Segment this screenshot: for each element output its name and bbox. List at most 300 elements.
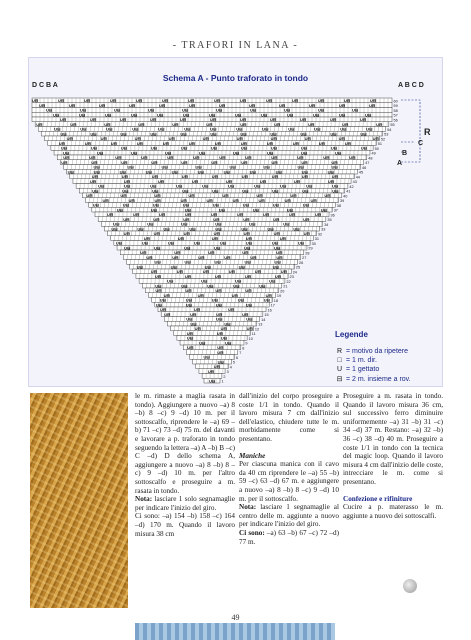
stitch-symbol: U⊟: [270, 131, 277, 137]
stitch-symbol: U⊟: [181, 174, 189, 180]
chart-row: [89, 203, 341, 208]
stitch-symbol: U⊟: [266, 140, 274, 146]
chart-row: [82, 193, 347, 198]
stitch-symbol: U⊟: [162, 98, 169, 104]
chart-row-cells: [174, 331, 251, 336]
stitch-symbol: U⊟: [276, 250, 283, 256]
stitch-symbol: U⊟: [301, 159, 308, 165]
stitch-symbol: U⊟: [121, 174, 129, 180]
stitch-symbol: U⊟: [191, 178, 199, 184]
stitch-symbol: U⊟: [360, 131, 367, 137]
stitch-symbol: U⊟: [288, 126, 295, 132]
stitch-symbol: U⊟: [270, 145, 278, 151]
stitch-symbol: U⊟: [215, 226, 222, 232]
row-number: 30: [311, 241, 316, 246]
heading-confezione: Confezione e rifiniture: [343, 494, 413, 503]
stitch-symbol: U⊟: [352, 107, 359, 113]
stitch-symbol: U⊟: [331, 164, 338, 170]
stitch-symbol: U⊟: [330, 117, 337, 123]
stitch-symbol: U⊟: [63, 155, 70, 161]
stitch-symbol: U⊟: [250, 254, 257, 260]
stitch-symbol: U⊟: [153, 231, 160, 237]
stitch-symbol: U⊟: [190, 321, 197, 327]
bottom-swatch-photo: [135, 623, 335, 640]
row-number: 9: [245, 341, 248, 346]
stitch-symbol: U⊟: [318, 98, 325, 104]
stitch-symbol: U⊟: [131, 112, 138, 118]
stitch-symbol: U⊟: [244, 259, 251, 265]
stitch-symbol: U⊟: [202, 136, 209, 142]
stitch-symbol: U⊟: [158, 126, 165, 132]
stitch-symbol: U⊟: [181, 221, 188, 227]
chart-row: [41, 131, 388, 136]
stitch-symbol: U⊟: [138, 121, 145, 127]
stitch-symbol: U⊟: [215, 288, 222, 294]
stitch-symbol: U⊟: [303, 216, 310, 222]
row-number: 59: [393, 104, 398, 108]
stitch-symbol: U⊟: [187, 345, 194, 351]
stitch-symbol: U⊟: [154, 273, 162, 279]
stitch-symbol: U⊟: [217, 345, 224, 351]
stitch-symbol: U⊟: [163, 226, 170, 232]
stitch-symbol: U⊟: [185, 297, 192, 303]
stitch-symbol: U⊟: [162, 140, 170, 146]
stitch-symbol: U⊟: [222, 193, 229, 199]
stitch-symbol: U⊟: [293, 178, 301, 184]
stitch-symbol: U⊟: [293, 226, 300, 232]
stitch-symbol: U⊟: [211, 212, 218, 218]
stitch-symbol: U⊟: [338, 136, 345, 142]
stitch-symbol: U⊟: [323, 155, 330, 161]
stitch-symbol: U⊟: [240, 98, 247, 104]
stitch-symbol: U⊟: [150, 269, 158, 275]
stitch-symbol: U⊟: [263, 164, 270, 170]
stitch-symbol: U⊟: [215, 302, 223, 308]
stitch-symbol: U⊟: [212, 202, 219, 208]
text-column-3: Proseguire a m. rasata in tondo. Quando il lavoro misura 36 cm, sul successivo ferro diminuire uniformemente –a) 31 –b) 31 –c) 34 –d) 37 m. Restano: –a) 32 –b) 36 –c) 38 –d) 40 m. Proseguire a coste 1/1 in tondo con la tecnica del magic loop. Quando il lavoro misura 4 cm dall'inizio delle coste, intrecciare le m. come si presentano. Confezione e rifiniture Cucire a p. materasso le m. aggiunte a nuovo dei sottoscalfi.: [343, 392, 443, 520]
row-number: 42: [349, 184, 354, 189]
stitch-symbol: U⊟: [249, 169, 256, 175]
stitch-symbol: U⊟: [60, 145, 68, 151]
row-number: 44: [355, 175, 360, 180]
stitch-symbol: U⊟: [186, 330, 194, 336]
stitch-symbol: U⊟: [265, 292, 272, 298]
stitch-symbol: U⊟: [86, 193, 93, 199]
chart-row: [190, 355, 239, 360]
stitch-symbol: U⊟: [186, 335, 194, 341]
stitch-symbol: U⊟: [313, 112, 320, 118]
stitch-symbol: U⊟: [120, 131, 127, 137]
stitch-symbol: U⊟: [123, 178, 131, 184]
stitch-symbol: U⊟: [220, 335, 228, 341]
stitch-symbol: U⊟: [344, 140, 352, 146]
stitch-symbol: U⊟: [249, 221, 256, 227]
repeat-label: R: [424, 127, 431, 137]
stitch-symbol: U⊟: [376, 121, 383, 127]
stitch-symbol: U⊟: [146, 254, 153, 260]
stitch-symbol: U⊟: [241, 159, 248, 165]
row-number: 19: [276, 294, 282, 298]
stitch-symbol: U⊟: [302, 202, 309, 208]
row-number: 16: [267, 308, 272, 313]
stitch-symbol: U⊟: [150, 117, 157, 123]
stitch-symbol: U⊟: [210, 117, 217, 123]
stitch-symbol: U⊟: [189, 102, 196, 108]
stitch-symbol: U⊟: [159, 102, 166, 108]
stitch-symbol: U⊟: [114, 107, 121, 113]
stitch-symbol: U⊟: [256, 193, 263, 199]
stitch-symbol: U⊟: [60, 117, 67, 123]
stitch-symbol: U⊟: [301, 174, 309, 180]
stitch-symbol: U⊟: [233, 150, 240, 156]
stitch-symbol: U⊟: [306, 183, 313, 189]
chart-row-cells: [45, 136, 380, 141]
stitch-symbol: U⊟: [287, 112, 294, 118]
stitch-symbol: U⊟: [273, 216, 280, 222]
stitch-symbol: U⊟: [284, 107, 291, 113]
stitch-symbol: U⊟: [58, 98, 65, 104]
stitch-symbol: U⊟: [242, 202, 249, 208]
stitch-symbol: U⊟: [263, 297, 270, 303]
stitch-symbol: U⊟: [115, 240, 123, 246]
stitch-symbol: U⊟: [152, 188, 159, 194]
stitch-symbol: U⊟: [182, 202, 189, 208]
stitch-symbol: U⊟: [360, 117, 367, 123]
stitch-symbol: U⊟: [111, 226, 118, 232]
stitch-symbol: U⊟: [32, 98, 39, 104]
stitch-symbol: U⊟: [159, 212, 166, 218]
stitch-symbol: U⊟: [107, 212, 114, 218]
stitch-symbol: U⊟: [214, 259, 221, 265]
stitch-symbol: U⊟: [275, 169, 282, 175]
stitch-symbol: U⊟: [331, 174, 339, 180]
text-column-2: dall'inizio del corpo proseguire a coste 1/1 in tondo. Quando il lavoro misura 7 cm dall'inizio dell'elastico, chiudere tutte le m. morbidamente come si presentano. Maniche Per ciascuna manica con il cavo da 40 cm riprendere le –a) 55 –b) 59 –c) 63 –d) 67 m. e aggiungere a nuovo –a) 8 –b) 8 –c) 9 –d) 10 m. per il sottoscalfo. Nota: lasciare 1 segnamaglie al centro delle m. aggiunte a nuovo per indicare l'inizio del giro. Ci sono: –a) 63 –b) 67 –c) 72 –d) 77 m.: [239, 392, 339, 546]
stitch-symbol: U⊟: [246, 316, 253, 322]
row-number: 8: [242, 346, 245, 351]
stitch-symbol: U⊟: [280, 269, 288, 275]
stitch-symbol: U⊟: [199, 340, 206, 346]
stitch-symbol: U⊟: [194, 326, 201, 332]
stitch-symbol: U⊟: [270, 136, 277, 142]
row-number: 45: [358, 170, 364, 175]
stitch-symbol: U⊟: [286, 207, 294, 213]
stitch-symbol: U⊟: [93, 164, 100, 170]
stitch-symbol: U⊟: [271, 159, 278, 165]
legend-item: ⊟ = 2 m. insieme a rov.: [336, 376, 411, 383]
row-number: 36: [330, 213, 335, 218]
stitch-symbol: U⊟: [145, 169, 152, 175]
stitch-symbol: U⊟: [315, 212, 322, 218]
stitch-symbol: U⊟: [151, 174, 159, 180]
stitch-symbol: U⊟: [225, 340, 232, 346]
stitch-symbol: U⊟: [203, 354, 210, 360]
row-number: 35: [327, 218, 332, 222]
stitch-symbol: U⊟: [330, 145, 338, 151]
legend: [335, 330, 445, 385]
stitch-symbol: U⊟: [53, 112, 60, 118]
stitch-symbol: U⊟: [183, 216, 190, 222]
stitch-symbol: U⊟: [194, 307, 201, 313]
stitch-symbol: U⊟: [331, 159, 338, 165]
stitch-symbol: U⊟: [318, 140, 326, 146]
stitch-symbol: U⊟: [252, 207, 260, 213]
stitch-symbol: U⊟: [261, 112, 268, 118]
stitch-symbol: U⊟: [240, 145, 248, 151]
stitch-symbol: U⊟: [210, 126, 217, 132]
stitch-symbol: U⊟: [92, 202, 99, 208]
stitch-symbol: U⊟: [127, 164, 134, 170]
stitch-symbol: U⊟: [167, 155, 174, 161]
stitch-symbol: U⊟: [224, 321, 231, 327]
stitch-symbol: U⊟: [258, 197, 265, 203]
stitch-symbol: U⊟: [267, 150, 274, 156]
stitch-symbol: U⊟: [235, 112, 242, 118]
page-number: 49: [231, 613, 240, 622]
stitch-symbol: U⊟: [183, 231, 190, 237]
stitch-symbol: U⊟: [266, 98, 273, 104]
text-column-1: le m. rimaste a maglia rasata in tondo). Aggiungere a nuovo –a) 8 –b) 8 –c) 9 –d) 10 m. per il sottoscalfo, riprendere le –a) 69 –b) 71 –c) 73 –d) 75 m. del davanti e lavorare a p. traforato in tondo seguendo la lettera –a) A –b) B –c) C –d) D dello schema A, aggiungere a nuovo –a) 8 –b) 8 –c) 9 –d) 10 m. per l'altro sottoscalfo e proseguire a m. rasata in tondo. Nota: lasciare 1 solo segnamaglie per indicare l'inizio del giro. Ci sono: –a) 154 –b) 158 –c) 164 –d) 170 m. Quando il lavoro misura 38 cm: [135, 392, 235, 538]
stitch-symbol: U⊟: [150, 183, 157, 189]
stitch-symbol: U⊟: [301, 150, 308, 156]
row-number: 28: [305, 251, 310, 256]
stitch-symbol: U⊟: [215, 221, 222, 227]
stitch-symbol: U⊟: [137, 226, 144, 232]
stitch-symbol: U⊟: [70, 121, 77, 127]
stitch-symbol: U⊟: [199, 150, 206, 156]
stitch-symbol: U⊟: [123, 231, 130, 237]
stitch-symbol: U⊟: [274, 121, 281, 127]
stitch-symbol: U⊟: [242, 188, 249, 194]
stitch-symbol: U⊟: [276, 254, 283, 260]
row-number: 47: [365, 161, 370, 165]
chart-row: [155, 302, 275, 307]
stitch-symbol: U⊟: [244, 273, 252, 279]
stitch-symbol: U⊟: [176, 269, 184, 275]
stitch-symbol: U⊟: [202, 269, 210, 275]
stitch-symbol: U⊟: [339, 112, 346, 118]
row-number: 7: [239, 351, 242, 355]
stitch-symbol: U⊟: [190, 311, 197, 317]
stitch-symbol: U⊟: [224, 254, 231, 260]
stitch-symbol: U⊟: [115, 155, 122, 161]
stitch-symbol: U⊟: [284, 197, 291, 203]
stitch-symbol: U⊟: [269, 278, 276, 284]
stitch-symbol: U⊟: [174, 250, 181, 256]
stitch-symbol: U⊟: [151, 159, 158, 165]
stitch-symbol: U⊟: [182, 188, 189, 194]
stitch-symbol: U⊟: [172, 254, 179, 260]
chart-row-cells: [64, 165, 361, 170]
stitch-symbol: U⊟: [244, 245, 251, 251]
row-number: 5: [232, 360, 236, 365]
stitch-symbol: U⊟: [302, 188, 309, 194]
row-number: 54: [387, 127, 392, 132]
stitch-symbol: U⊟: [304, 136, 311, 142]
schema-title: Schema A - Punto traforato in tondo: [162, 73, 309, 83]
stitch-symbol: U⊟: [243, 216, 250, 222]
row-number: 60: [393, 99, 398, 104]
stitch-symbol: U⊟: [116, 207, 124, 213]
stitch-symbol: U⊟: [155, 302, 163, 308]
stitch-symbol: U⊟: [245, 240, 253, 246]
stitch-symbol: U⊟: [58, 140, 66, 146]
stitch-symbol: U⊟: [210, 131, 217, 137]
stitch-symbol: U⊟: [84, 98, 91, 104]
stitch-symbol: U⊟: [90, 145, 98, 151]
stitch-symbol: U⊟: [90, 131, 97, 137]
stitch-symbol: U⊟: [184, 207, 192, 213]
stitch-symbol: U⊟: [217, 349, 224, 355]
stitch-symbol: U⊟: [241, 226, 248, 232]
stitch-symbol: U⊟: [242, 311, 249, 317]
heading-maniche: Maniche: [239, 451, 266, 460]
stitch-symbol: U⊟: [80, 107, 87, 113]
stitch-symbol: U⊟: [214, 273, 222, 279]
stitch-symbol: U⊟: [147, 221, 154, 227]
stitch-symbol: U⊟: [365, 112, 372, 118]
row-number: 53: [384, 132, 389, 137]
stitch-symbol: U⊟: [206, 197, 213, 203]
stitch-symbol: U⊟: [235, 278, 242, 284]
stitch-symbol: U⊟: [219, 240, 227, 246]
row-number: 25: [295, 265, 301, 270]
stitch-symbol: U⊟: [84, 140, 92, 146]
stitch-symbol: U⊟: [155, 283, 162, 289]
stitch-symbol: U⊟: [297, 240, 305, 246]
stitch-symbol: U⊟: [152, 202, 159, 208]
stitch-symbol: U⊟: [153, 216, 160, 222]
stitch-symbol: U⊟: [216, 330, 224, 336]
marker-b: B: [402, 150, 408, 157]
legend-item: U = 1 gettato: [336, 366, 380, 373]
stitch-symbol: U⊟: [197, 292, 204, 298]
stitch-symbol: U⊟: [120, 117, 127, 123]
stitch-symbol: U⊟: [110, 98, 117, 104]
stitch-symbol: U⊟: [271, 240, 279, 246]
stitch-symbol: U⊟: [89, 155, 96, 161]
stitch-symbol: U⊟: [219, 155, 226, 161]
stitch-symbol: U⊟: [342, 121, 349, 127]
stitch-symbol: U⊟: [134, 136, 141, 142]
legend-title: Legende: [335, 330, 368, 339]
stitch-symbol: U⊟: [195, 164, 202, 170]
stitch-symbol: U⊟: [240, 117, 247, 123]
stitch-symbol: U⊟: [339, 102, 346, 108]
row-number: 23: [289, 275, 294, 279]
stitch-symbol: U⊟: [237, 212, 244, 218]
row-number: 41: [346, 189, 351, 194]
row-number: 17: [270, 303, 275, 308]
stitch-symbol: U⊟: [270, 117, 277, 123]
stitch-symbol: U⊟: [237, 297, 244, 303]
stitch-symbol: U⊟: [159, 297, 166, 303]
stitch-symbol: U⊟: [98, 183, 105, 189]
stitch-symbol: U⊟: [110, 140, 118, 146]
stitch-symbol: U⊟: [184, 259, 191, 265]
chart-row: [139, 279, 291, 284]
row-number: 48: [368, 156, 373, 161]
stitch-symbol: U⊟: [36, 121, 43, 127]
stitch-symbol: U⊟: [189, 226, 196, 232]
corner-label-right: A B C D: [398, 82, 424, 89]
stitch-symbol: U⊟: [124, 245, 131, 251]
stitch-symbol: U⊟: [214, 140, 222, 146]
stitch-symbol: U⊟: [211, 174, 219, 180]
stitch-symbol: U⊟: [262, 126, 269, 132]
stitch-symbol: U⊟: [300, 131, 307, 137]
stitch-symbol: U⊟: [245, 288, 252, 294]
stitch-symbol: U⊟: [163, 292, 170, 298]
stitch-symbol: U⊟: [141, 155, 148, 161]
stitch-symbol: U⊟: [167, 278, 174, 284]
chart-row: [32, 103, 398, 108]
stitch-symbol: U⊟: [292, 140, 300, 146]
stitch-symbol: U⊟: [46, 107, 53, 113]
stitch-symbol: U⊟: [136, 140, 144, 146]
row-number: 31: [314, 237, 320, 241]
stitch-symbol: U⊟: [324, 193, 331, 199]
stitch-symbol: U⊟: [297, 155, 304, 161]
stitch-symbol: U⊟: [63, 150, 70, 156]
stitch-symbol: U⊟: [243, 231, 250, 237]
stitch-symbol: U⊟: [245, 302, 253, 308]
stitch-symbol: U⊟: [332, 188, 339, 194]
stitch-symbol: U⊟: [249, 102, 256, 108]
row-number: 40: [343, 194, 348, 199]
chart-row: [199, 369, 229, 374]
row-number: 55: [390, 123, 395, 127]
stitch-symbol: U⊟: [214, 98, 221, 104]
chart-row-cells: [186, 350, 237, 355]
stitch-symbol: U⊟: [99, 102, 106, 108]
chart-row: [60, 160, 369, 165]
stitch-symbol: U⊟: [254, 269, 262, 275]
stitch-symbol: U⊟: [206, 121, 213, 127]
stitch-symbol: U⊟: [208, 250, 215, 256]
stitch-symbol: U⊟: [180, 131, 187, 137]
stitch-symbol: U⊟: [310, 197, 317, 203]
stitch-symbol: U⊟: [97, 150, 104, 156]
stitch-symbol: U⊟: [220, 326, 227, 332]
stitch-symbol: U⊟: [176, 183, 183, 189]
stitch-symbol: U⊟: [209, 378, 216, 384]
stitch-symbol: U⊟: [228, 183, 235, 189]
stitch-symbol: U⊟: [184, 273, 192, 279]
stitch-symbol: U⊟: [168, 136, 175, 142]
stitch-symbol: U⊟: [254, 183, 261, 189]
stitch-symbol: U⊟: [66, 136, 73, 142]
stitch-symbol: U⊟: [372, 136, 379, 142]
stitch-symbol: U⊟: [320, 207, 328, 213]
row-number: 29: [308, 246, 313, 251]
chart-row-cells: [171, 326, 254, 331]
stitch-symbol: U⊟: [211, 235, 219, 241]
stitch-symbol: U⊟: [216, 311, 223, 317]
stitch-symbol: U⊟: [240, 131, 247, 137]
stitch-symbol: U⊟: [154, 245, 161, 251]
stitch-symbol: U⊟: [241, 174, 249, 180]
stitch-symbol: U⊟: [274, 245, 281, 251]
stitch-symbol: U⊟: [181, 283, 188, 289]
stitch-symbol: U⊟: [181, 159, 188, 165]
stitch-symbol: U⊟: [129, 102, 136, 108]
stitch-symbol: U⊟: [327, 169, 334, 175]
row-number: 49: [371, 151, 376, 156]
stitch-symbol: U⊟: [233, 283, 240, 289]
stitch-symbol: U⊟: [232, 197, 239, 203]
stitch-symbol: U⊟: [229, 164, 236, 170]
stitch-symbol: U⊟: [340, 126, 347, 132]
